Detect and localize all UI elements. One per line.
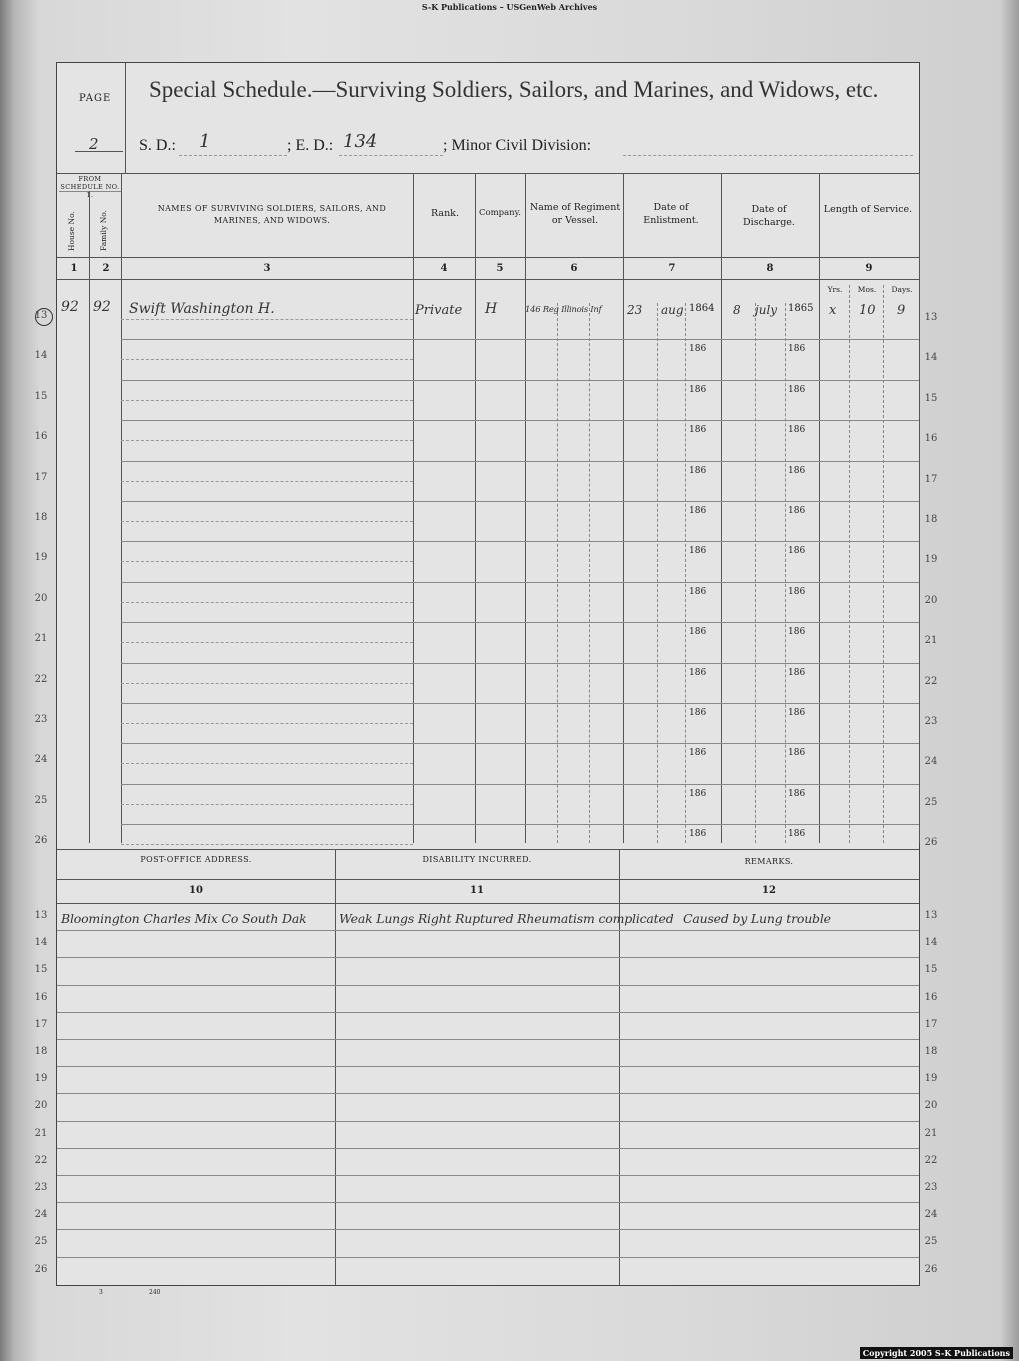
rank-header: Rank. (431, 208, 459, 219)
col-num-11: 11 (470, 885, 484, 896)
lower-row-line (57, 1121, 919, 1122)
col-num-6: 6 (570, 263, 578, 274)
year-prefix: 186 (788, 667, 806, 678)
lower-row-number-right: 21 (924, 1127, 938, 1139)
lower-row-number-right: 24 (924, 1209, 938, 1221)
row-line (121, 380, 919, 381)
year-prefix: 186 (788, 546, 806, 557)
year-prefix: 186 (788, 829, 806, 840)
lower-row-line (57, 1202, 919, 1203)
lower-row-number-left: 20 (34, 1100, 48, 1112)
row-number-left: 21 (34, 633, 48, 645)
lower-row-number-left: 24 (34, 1209, 48, 1221)
row-mid-line (121, 440, 413, 441)
row-mid-line (121, 400, 413, 401)
lower-row-number-right: 18 (924, 1046, 938, 1057)
mos-label: Mos. (857, 285, 877, 294)
length-header: Length of Service. (823, 204, 913, 215)
row-number-left: 25 (34, 794, 48, 806)
row-mid-line (121, 804, 413, 805)
lower-row-line (57, 1175, 919, 1176)
lower-row-number-left: 13 (34, 910, 48, 921)
row-number-left: 24 (34, 754, 48, 766)
row-line (121, 541, 919, 542)
year-prefix: 186 (689, 425, 707, 436)
row-number-right: 23 (924, 716, 938, 727)
lower-row-line (57, 1093, 919, 1094)
post-office-header: POST-OFFICE ADDRESS. (140, 855, 252, 864)
names-header: NAMES OF SURVIVING SOLDIERS, SAILORS, AND MARINES, AND WIDOWS. (157, 204, 387, 225)
row-number-left: 15 (34, 390, 48, 402)
year-prefix: 186 (788, 748, 806, 759)
entry-enlist-day: 23 (627, 303, 643, 317)
lower-row-line (57, 1257, 919, 1258)
lower-row-number-right: 20 (924, 1100, 938, 1112)
year-prefix: 186 (689, 506, 707, 516)
remarks-header: REMARKS. (744, 857, 794, 866)
year-prefix: 186 (788, 465, 806, 476)
lower-row-number-left: 22 (34, 1154, 48, 1166)
col-num-2: 2 (102, 263, 110, 274)
entry-address: Bloomington Charles Mix Co South Dak (61, 911, 307, 926)
year-prefix: 186 (689, 384, 707, 395)
entry-regiment: 146 Reg Illinois Inf (525, 305, 602, 315)
discharge-header: Date of Discharge. (743, 204, 795, 228)
row-line (121, 703, 919, 704)
entry-days: 9 (897, 303, 906, 318)
year-prefix: 186 (689, 788, 707, 799)
lower-row-line (57, 930, 919, 931)
year-prefix: 186 (689, 586, 707, 597)
row-line (121, 501, 919, 502)
row-number-right: 25 (924, 796, 938, 808)
entry-mos: 10 (859, 303, 876, 318)
lower-row-number-left: 26 (34, 1263, 48, 1275)
col-num-7: 7 (668, 263, 676, 274)
copyright-badge: Copyright 2005 S-K Publications (860, 1347, 1013, 1359)
row-line (121, 420, 919, 421)
year-prefix: 186 (689, 465, 707, 476)
row-mid-line (121, 683, 413, 684)
lower-row-number-right: 19 (924, 1073, 938, 1085)
row-mid-line (121, 521, 413, 522)
mcd-label: ; Minor Civil Division: (443, 137, 592, 154)
lower-row-number-right: 25 (924, 1236, 938, 1248)
entry-company: H (485, 301, 498, 317)
page-number: 2 (89, 135, 99, 153)
sd-value: 1 (199, 131, 211, 152)
lower-row-number-left: 14 (34, 937, 48, 949)
row-number-right: 22 (924, 675, 938, 687)
disability-header: DISABILITY INCURRED. (422, 855, 532, 864)
lower-row-number-right: 17 (924, 1018, 938, 1030)
marginal-number-2: 240 (149, 1289, 161, 1296)
family-no-label: Family No. (99, 209, 108, 251)
year-prefix: 186 (689, 627, 707, 638)
row-line (121, 824, 919, 825)
lower-row-number-left: 21 (34, 1127, 48, 1139)
row-mid-line (121, 642, 413, 643)
year-prefix: 186 (689, 708, 707, 718)
year-prefix: 186 (689, 546, 707, 557)
lower-row-line (57, 1066, 919, 1067)
lower-row-number-right: 13 (924, 910, 938, 921)
entry-rank: Private (415, 303, 463, 318)
entry-family-no: 92 (93, 299, 111, 315)
year-prefix: 186 (788, 384, 806, 395)
days-label: Days. (891, 285, 913, 294)
col-num-10: 10 (189, 885, 203, 896)
col-num-5: 5 (496, 263, 504, 274)
entry-enlist-year: 1864 (689, 303, 715, 314)
row-line (121, 663, 919, 664)
lower-row-line (57, 1012, 919, 1013)
row-number-left: 18 (34, 512, 48, 523)
row-number-right: 19 (924, 554, 938, 566)
row-line (121, 461, 919, 462)
col-num-8: 8 (766, 263, 774, 274)
entry-discharge-month: july (755, 303, 778, 317)
lower-row-line (57, 1229, 919, 1230)
year-prefix: 186 (689, 344, 707, 355)
from-schedule-label: FROM SCHEDULE NO. 1. (60, 175, 120, 199)
row-number-left: 13 (34, 310, 48, 321)
year-prefix: 186 (788, 708, 806, 718)
row-mid-line (121, 359, 413, 360)
lower-row-number-left: 17 (34, 1018, 48, 1030)
lower-row-number-left: 25 (34, 1236, 48, 1248)
col-num-9: 9 (865, 263, 873, 274)
lower-row-number-left: 15 (34, 964, 48, 976)
entry-discharge-year: 1865 (788, 303, 814, 314)
row-number-right: 16 (924, 433, 938, 445)
year-prefix: 186 (788, 586, 806, 597)
row-number-left: 19 (34, 552, 48, 564)
row-number-left: 17 (34, 471, 48, 483)
entry-yrs: x (829, 303, 837, 318)
row-number-right: 17 (924, 473, 938, 485)
year-prefix: 186 (689, 748, 707, 759)
lower-row-number-left: 18 (34, 1046, 48, 1057)
entry-enlist-month: aug (661, 303, 684, 317)
year-prefix: 186 (788, 344, 806, 355)
publisher-header: S-K Publications – USGenWeb Archives (421, 2, 598, 12)
year-prefix: 186 (689, 667, 707, 678)
year-prefix: 186 (788, 425, 806, 436)
row-mid-line (121, 723, 413, 724)
col-num-4: 4 (440, 263, 448, 274)
lower-row-number-right: 23 (924, 1182, 938, 1193)
lower-row-line (57, 957, 919, 958)
lower-row-number-left: 16 (34, 991, 48, 1003)
row-mid-line (121, 561, 413, 562)
lower-row-number-right: 15 (924, 964, 938, 976)
yrs-label: Yrs. (827, 285, 843, 294)
enlistment-header: Date of Enlistment. (643, 202, 699, 226)
row-line (121, 622, 919, 623)
lower-row-number-right: 22 (924, 1154, 938, 1166)
col-num-12: 12 (762, 885, 776, 896)
row-mid-line (121, 319, 413, 320)
year-prefix: 186 (788, 788, 806, 799)
row-number-right: 26 (924, 837, 938, 849)
col-num-1: 1 (70, 263, 78, 274)
row-number-left: 14 (34, 350, 48, 362)
row-number-left: 22 (34, 673, 48, 685)
house-no-label: House No. (67, 211, 76, 251)
row-mid-line (121, 602, 413, 603)
row-mid-line (121, 481, 413, 482)
row-line (121, 784, 919, 785)
page-label: PAGE (79, 93, 112, 104)
entry-disability: Weak Lungs Right Ruptured Rheumatism complicated (339, 911, 674, 926)
sd-label: S. D.: (139, 137, 176, 154)
lower-row-line (57, 1039, 919, 1040)
company-header: Company. (478, 208, 522, 218)
col-num-3: 3 (263, 263, 271, 274)
regiment-header: Name of Regiment or Vessel. (529, 202, 621, 226)
row-number-right: 13 (924, 312, 938, 323)
year-prefix: 186 (689, 829, 707, 840)
lower-row-number-right: 16 (924, 991, 938, 1003)
marginal-number-1: 3 (99, 1289, 103, 1296)
entry-name: Swift Washington H. (129, 301, 275, 317)
ed-value: 134 (343, 131, 378, 152)
row-number-left: 20 (34, 592, 48, 604)
lower-row-number-left: 23 (34, 1182, 48, 1193)
row-number-left: 26 (34, 835, 48, 847)
row-line (121, 339, 919, 340)
census-form (56, 62, 920, 1296)
row-mid-line (121, 763, 413, 764)
row-number-left: 16 (34, 431, 48, 443)
row-number-right: 15 (924, 392, 938, 404)
lower-row-number-right: 26 (924, 1263, 938, 1275)
row-number-right: 14 (924, 352, 938, 364)
row-number-right: 18 (924, 514, 938, 525)
row-mid-line (121, 844, 413, 845)
lower-row-number-left: 19 (34, 1073, 48, 1085)
entry-remarks: Caused by Lung trouble (683, 911, 831, 926)
row-line (121, 743, 919, 744)
lower-row-line (57, 985, 919, 986)
entry-discharge-day: 8 (733, 303, 741, 317)
row-line (121, 582, 919, 583)
lower-row-number-right: 14 (924, 937, 938, 949)
row-number-right: 21 (924, 635, 938, 647)
year-prefix: 186 (788, 506, 806, 516)
row-number-right: 24 (924, 756, 938, 768)
lower-row-line (57, 1148, 919, 1149)
row-number-left: 23 (34, 714, 48, 725)
year-prefix: 186 (788, 627, 806, 638)
ed-label: ; E. D.: (287, 137, 334, 154)
form-title: Special Schedule.—Surviving Soldiers, Sailors, and Marines, and Widows, etc. (149, 77, 879, 102)
entry-house-no: 92 (61, 299, 79, 315)
row-number-right: 20 (924, 594, 938, 606)
